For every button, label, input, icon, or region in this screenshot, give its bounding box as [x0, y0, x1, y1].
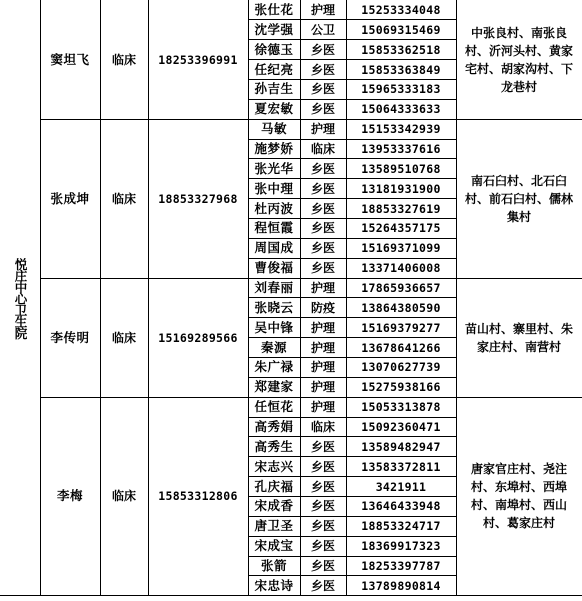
member-role: 乡医 [310, 439, 335, 454]
member-phone: 15853363849 [361, 62, 441, 77]
member-role: 乡医 [310, 161, 335, 176]
member-phone: 18853327619 [361, 201, 441, 216]
member-name: 高秀生 [254, 438, 294, 454]
member-name: 周国成 [254, 240, 294, 256]
member-role: 防疫 [310, 300, 335, 315]
table-border [40, 0, 41, 596]
member-role: 乡医 [310, 519, 335, 534]
member-name: 张仕花 [254, 1, 294, 17]
member-role: 乡医 [310, 241, 335, 256]
table-border [248, 258, 456, 259]
member-name: 张中理 [254, 180, 294, 196]
member-name: 任恒花 [254, 399, 294, 415]
team-doctor-specialty: 临床 [111, 330, 136, 345]
member-role: 护理 [310, 400, 335, 415]
member-name: 张箭 [260, 558, 287, 573]
member-role: 乡医 [310, 221, 335, 236]
team-doctor-specialty: 临床 [111, 489, 136, 504]
member-name: 朱广禄 [254, 359, 294, 375]
member-name: 宋志兴 [254, 458, 294, 474]
team-doctor-specialty: 临床 [111, 191, 136, 206]
member-role: 乡医 [310, 181, 335, 196]
team-villages: 中张良村、南张良村、沂河头村、黄家宅村、胡家沟村、下龙巷村 [464, 25, 573, 94]
table-border [100, 0, 101, 596]
table-border [40, 278, 456, 279]
member-phone: 17865936657 [361, 280, 441, 295]
member-name: 沈学强 [254, 21, 294, 37]
member-phone: 15153342939 [361, 122, 441, 137]
member-phone: 13070627739 [361, 360, 441, 375]
member-name: 刘春丽 [254, 279, 294, 295]
member-phone: 15064333633 [361, 102, 441, 117]
member-phone: 18369917323 [361, 539, 441, 554]
member-role: 乡医 [310, 559, 335, 573]
team-villages: 南石臼村、北石臼村、前石臼村、儒林集村 [464, 173, 573, 224]
table-border [248, 178, 456, 179]
team-doctor-phone: 15169289566 [158, 330, 238, 345]
member-role: 乡医 [310, 459, 335, 474]
member-name: 宋忠诗 [254, 577, 294, 593]
member-role: 乡医 [310, 261, 335, 276]
table-border [248, 297, 456, 298]
table-border [248, 456, 456, 457]
member-name: 孙吉生 [254, 81, 294, 97]
member-role: 乡医 [310, 499, 335, 514]
team-doctor-specialty: 临床 [111, 52, 136, 67]
member-phone: 15169379277 [361, 320, 441, 335]
table-border [248, 536, 456, 537]
table-border [248, 496, 456, 497]
member-phone: 13953337616 [361, 141, 441, 156]
member-role: 乡医 [310, 479, 335, 494]
table-border [248, 476, 456, 477]
member-role: 乡医 [310, 539, 335, 554]
member-role: 临床 [310, 419, 335, 434]
team-villages: 苗山村、寨里村、朱家庄村、南营村 [464, 321, 573, 354]
member-name: 宋成香 [254, 498, 294, 514]
team-doctor-name: 李传明 [50, 329, 90, 345]
table-border [248, 158, 456, 159]
member-role: 乡医 [310, 102, 335, 117]
member-phone: 15253334048 [361, 2, 441, 17]
member-name: 任纪亮 [254, 61, 294, 77]
member-role: 临床 [310, 141, 335, 156]
table-border [248, 556, 456, 557]
member-name: 徐德玉 [254, 41, 294, 57]
member-name: 郑建家 [254, 379, 294, 395]
member-name: 孔庆福 [254, 478, 294, 494]
table-border [148, 0, 149, 596]
table-border [40, 119, 456, 120]
member-name: 唐卫圣 [254, 518, 294, 534]
member-role: 护理 [310, 380, 335, 395]
table-border [248, 99, 456, 100]
team-doctor-phone: 18853327968 [158, 191, 238, 206]
table-border [248, 198, 456, 199]
member-phone: 15053313878 [361, 400, 441, 415]
member-phone: 15853362518 [361, 42, 441, 57]
hospital-name: 悦庄中心卫生院 [13, 257, 28, 339]
table-border [248, 317, 456, 318]
member-phone: 13789890814 [361, 578, 441, 593]
member-role: 护理 [310, 122, 335, 137]
table-border [248, 436, 456, 437]
member-name: 程恒霞 [254, 220, 294, 236]
member-role: 乡医 [310, 62, 335, 77]
member-phone: 15092360471 [361, 419, 441, 434]
member-name: 张光华 [254, 160, 294, 176]
member-role: 乡医 [310, 82, 335, 97]
member-role: 乡医 [310, 201, 335, 216]
member-phone: 13371406008 [361, 261, 441, 276]
member-phone: 13589482947 [361, 439, 441, 454]
table-border [248, 218, 456, 219]
table-border [248, 417, 456, 418]
member-phone: 15275938166 [361, 380, 441, 395]
team-doctor-phone: 15853312806 [158, 489, 238, 504]
table-border [40, 397, 456, 398]
member-phone: 13646433948 [361, 499, 441, 514]
table-border [248, 377, 456, 378]
table-border [456, 119, 582, 120]
table-border [456, 278, 582, 279]
member-phone: 18253397787 [361, 559, 441, 573]
member-name: 宋成宝 [254, 538, 294, 554]
member-phone: 13589510768 [361, 161, 441, 176]
member-role: 乡医 [310, 42, 335, 57]
member-phone: 13181931900 [361, 181, 441, 196]
member-name: 高秀娟 [254, 418, 294, 434]
table-border [248, 238, 456, 239]
member-phone: 15069315469 [361, 22, 441, 37]
team-villages: 唐家官庄村、尧注村、东埠村、西埠村、南埠村、西山村、葛家庄村 [470, 462, 567, 531]
member-phone: 15965333183 [361, 82, 441, 97]
member-name: 马敏 [260, 121, 287, 137]
member-name: 秦源 [260, 339, 287, 355]
table-border [248, 19, 456, 20]
member-name: 夏宏敏 [254, 101, 294, 117]
member-phone: 18853324717 [361, 519, 441, 534]
member-role: 护理 [310, 320, 335, 335]
member-role: 护理 [310, 280, 335, 295]
member-phone: 13583372811 [361, 459, 441, 474]
table-border [456, 397, 582, 398]
table-border [248, 79, 456, 80]
table-border [248, 337, 456, 338]
team-doctor-name: 李梅 [56, 488, 83, 504]
member-name: 杜丙波 [254, 200, 294, 216]
member-role: 公卫 [310, 22, 335, 37]
member-name: 曹俊福 [254, 260, 294, 276]
member-phone: 15169371099 [361, 241, 441, 256]
team-doctor-phone: 18253396991 [158, 52, 238, 67]
member-phone: 13678641266 [361, 340, 441, 355]
member-name: 张晓云 [254, 299, 294, 315]
member-name: 吴中锋 [254, 319, 294, 335]
table-border [0, 595, 582, 596]
member-role: 护理 [310, 2, 335, 17]
table-border [248, 357, 456, 358]
table-border [248, 139, 456, 140]
member-role: 护理 [310, 360, 335, 375]
member-phone: 15264357175 [361, 221, 441, 236]
team-doctor-name: 张成坤 [50, 190, 90, 206]
member-role: 乡医 [310, 578, 335, 593]
member-phone: 13864380590 [361, 300, 441, 315]
table-border [248, 39, 456, 40]
table-border [248, 575, 456, 576]
table-border [248, 516, 456, 517]
team-doctor-name: 窦坦飞 [50, 51, 90, 67]
member-phone: 3421911 [375, 479, 427, 494]
member-name: 施梦娇 [254, 140, 294, 156]
table-border [248, 59, 456, 60]
member-role: 护理 [310, 340, 335, 355]
